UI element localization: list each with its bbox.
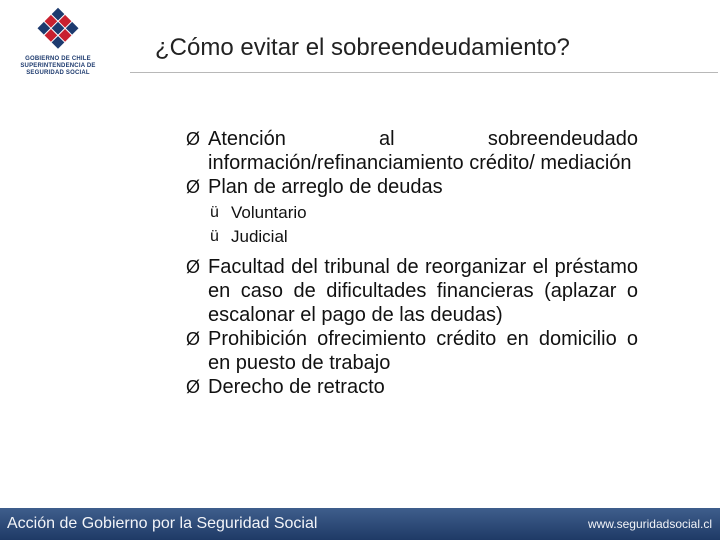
logo-line: SUPERINTENDENCIA DE	[20, 63, 96, 69]
bullet-text: Atención al sobreendeudado información/refinanciamiento crédito/ mediación	[208, 128, 638, 174]
list-item	[186, 375, 638, 399]
government-emblem-icon	[30, 6, 86, 52]
bullet-text: Facultad del tribunal de reorganizar el préstamo en caso de dificultades financieras (aplazar o escalonar el pago de las deudas)	[208, 256, 638, 326]
sub-item-text: Judicial	[231, 227, 288, 246]
footer-slogan: Acción de Gobierno por la Seguridad Social	[7, 515, 318, 532]
list-item	[186, 175, 638, 199]
check-bullet-icon: ü	[210, 204, 219, 221]
sub-list-item	[210, 201, 638, 225]
sub-item-text: Voluntario	[231, 203, 307, 222]
arrow-bullet-icon: Ø	[186, 177, 201, 197]
arrow-bullet-icon: Ø	[186, 129, 201, 149]
logo-caption	[8, 56, 108, 77]
slide-title: ¿Cómo evitar el sobreendeudamiento?	[155, 34, 570, 61]
list-item	[186, 127, 638, 175]
title-divider	[130, 72, 718, 73]
list-item	[186, 327, 638, 375]
footer-website: www.seguridadsocial.cl	[587, 517, 712, 531]
arrow-bullet-icon: Ø	[186, 329, 201, 349]
list-item	[186, 255, 638, 327]
logo-line: GOBIERNO DE CHILE	[25, 56, 91, 62]
logo-line: SEGURIDAD SOCIAL	[26, 70, 90, 76]
bullet-text: Derecho de retracto	[208, 376, 385, 398]
government-logo	[8, 4, 108, 80]
footer-bar	[0, 508, 720, 540]
bullet-list	[186, 127, 638, 399]
arrow-bullet-icon: Ø	[186, 257, 201, 277]
arrow-bullet-icon: Ø	[186, 377, 201, 397]
sub-list-item	[210, 225, 638, 249]
bullet-text: Plan de arreglo de deudas	[208, 176, 443, 198]
sub-list	[210, 201, 638, 249]
check-bullet-icon: ü	[210, 228, 219, 245]
bullet-text: Prohibición ofrecimiento crédito en domicilio o en puesto de trabajo	[208, 328, 638, 374]
